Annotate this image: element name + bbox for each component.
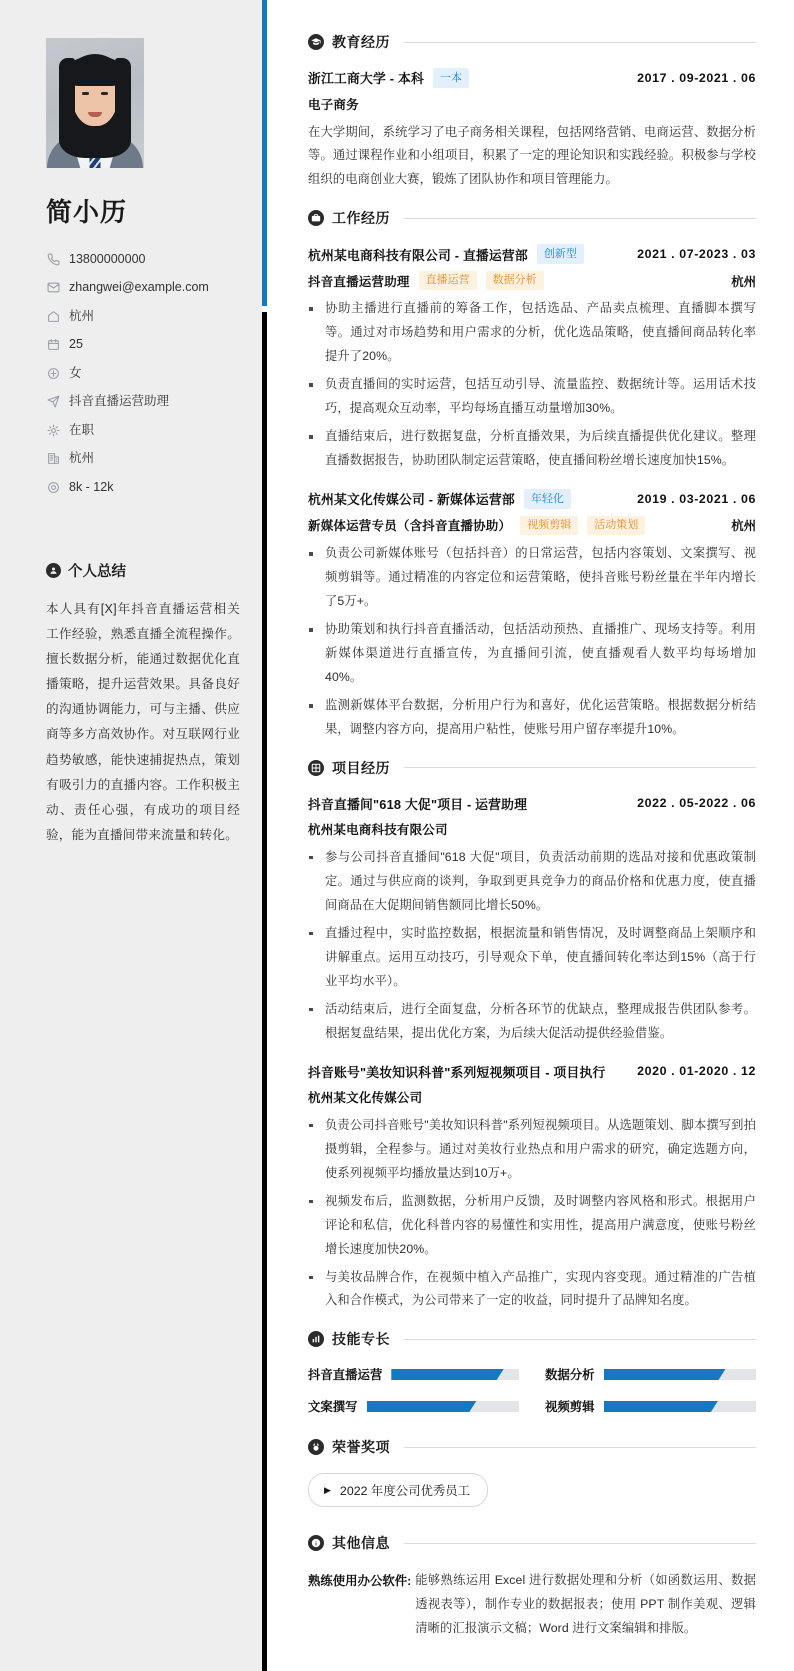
section-title-awards: 荣誉奖项 [332,1439,390,1456]
section-header-other-info [308,1533,756,1553]
candidate-name: 简小历 [46,197,128,227]
project-bullet: 活动结束后，进行全面复盘，分析各环节的优缺点，整理成报告供团队参考。根据复盘结果，提出优化方案，为后续大促活动提供经验借鉴。 [308,998,756,1046]
project-bullet: 与美妆品牌合作，在视频中植入产品推广，实现内容变现。通过精准的广告植入和合作模式，为公司带来了一定的收益，同时提升了品牌知名度。 [308,1266,756,1314]
project-name: 抖音直播间"618 大促"项目 - 运营助理 [308,796,528,812]
section-rule [404,767,756,768]
skill-progress-fill [604,1401,718,1412]
skill-progress-fill [604,1369,726,1380]
skill-label: 数据分析 [545,1368,595,1383]
info-item-salary [46,473,240,502]
skill-item [545,1397,756,1415]
education-major: 电子商务 [308,97,359,112]
section-rule [404,1543,756,1544]
info-value-age: 25 [69,337,83,351]
project-entry-row [308,1062,756,1081]
work-bullets [308,297,756,473]
section-header-work [308,208,756,228]
calendar-icon [46,338,60,352]
personal-summary-text: 本人具有[X]年抖音直播运营相关工作经验，熟悉直播全流程操作。擅长数据分析，能通过数据优化直播策略，提升运营效果。具备良好的沟通协调能力，可与主播、供应商等多方高效协作。对互联网行业趋势敏感，能快速捕捉热点，策划有吸引力的直播内容。工作积极主动、责任心强，有成功的项目经验，能为直播间带来流量和转化。 [46,601,240,843]
accent-rail-black [262,312,267,1671]
avatar [46,38,144,168]
section-rule [404,218,756,219]
coin-icon [46,480,60,494]
work-bullet: 协助主播进行直播前的筹备工作，包括选品、产品卖点梳理、直播脚本撰写等。通过对市场趋势和用户需求的分析，优化选品策略，使直播间商品转化率提升了20%。 [308,297,756,369]
other-info-label: 熟练使用办公软件: [308,1574,412,1589]
work-role-left [308,271,544,291]
other-info-value: 能够熟练运用 Excel 进行数据处理和分析（如函数运用、数据透视表等），制作专业的数据报表；使用 PPT 制作美观、逻辑清晰的汇报演示文稿；Word 进行文案编辑和排版。 [415,1573,756,1636]
work-entry-left [308,244,584,264]
chart-icon [308,1331,324,1347]
section-rule [404,1447,756,1448]
education-entry-left [308,68,469,88]
info-item-city [46,302,240,331]
project-entry [308,1062,756,1314]
skill-label: 抖音直播运营 [308,1368,383,1383]
work-entry [308,244,756,473]
education-entry [308,68,756,192]
project-bullets [308,846,756,1046]
education-description: 在大学期间，系统学习了电子商务相关课程，包括网络营销、电商运营、数据分析等。通过课程作业和小组项目，积累了一定的理论知识和实践经验。积极参与学校组织的电商创业大赛，锻炼了团队协作和项目管理能力。 [308,124,756,187]
work-company-tag: 年轻化 [524,489,571,509]
work-bullet: 负责直播间的实时运营，包括互动引导、流量监控、数据统计等。运用话术技巧，提高观众互动率，平均每场直播互动量增加30%。 [308,373,756,421]
medal-icon [308,1439,324,1455]
work-entry-row [308,244,756,264]
work-role-tag: 视频剪辑 [520,516,578,536]
work-bullet: 直播结束后，进行数据复盘，分析直播效果，为后续直播提供优化建议。整理直播数据报告，协助团队制定运营策略，使直播间粉丝增长速度加快15%。 [308,425,756,473]
gender-icon [46,366,60,380]
graduation-cap-icon [308,34,324,50]
info-item-email [46,274,240,303]
project-bullet: 负责公司抖音账号"美妆知识科普"系列短视频项目。从选题策划、脚本撰写到拍摄剪辑，全程参与。通过对美妆行业热点和用户需求的研究，确定选题方向，使系列视频平均播放量达到10万+。 [308,1114,756,1186]
work-role-left [308,516,645,536]
section-title-project: 项目经历 [332,759,390,776]
work-role: 新媒体运营专员（含抖音直播协助） [308,519,512,534]
skills-grid [308,1365,756,1415]
section-header-skills [308,1329,756,1349]
section-title-education: 教育经历 [332,34,390,50]
section-header-awards [308,1437,756,1457]
work-bullet: 负责公司新媒体账号（包括抖音）的日常运营，包括内容策划、文案撰写、视频剪辑等。通过精准的内容定位和运营策略，使抖音账号粉丝量在半年内增长了5万+。 [308,542,756,614]
info-value-gender: 女 [69,365,82,380]
work-company: 杭州某文化传媒公司 - 新媒体运营部 [308,492,515,508]
skill-progress-track [391,1369,519,1380]
project-bullets [308,1114,756,1314]
info-value-salary: 8k - 12k [69,479,114,494]
project-bullet: 参与公司抖音直播间"618 大促"项目，负责活动前期的选品对接和优惠政策制定。通过与供应商的谈判，争取到更具竞争力的商品价格和优惠力度，使直播间商品在大促期间销售额同比增长50%。 [308,846,756,918]
project-date: 2022 . 05-2022 . 06 [637,796,756,811]
info-icon [308,1535,324,1551]
project-company: 杭州某电商科技有限公司 [308,822,448,837]
section-rule [404,1339,756,1340]
project-date: 2020 . 01-2020 . 12 [637,1064,756,1079]
work-bullet: 监测新媒体平台数据，分析用户行为和喜好，优化运营策略。根据数据分析结果，调整内容方向，提高用户粘性，使账号用户留存率提升10%。 [308,694,756,742]
personal-summary-title: 个人总结 [68,563,126,580]
grid-icon [308,760,324,776]
mail-icon [46,281,60,295]
section-work [308,208,756,742]
education-date: 2017 . 09-2021 . 06 [637,70,756,85]
other-info-row [308,1569,756,1641]
section-education [308,32,756,192]
photo-eye-left [82,92,89,95]
personal-summary-section [46,560,240,849]
photo-eye-right [101,92,108,95]
status-icon [46,423,60,437]
skill-progress-fill [367,1401,477,1412]
building-icon [46,452,60,466]
home-icon [46,309,60,323]
section-project [308,758,756,1314]
skill-progress-track [604,1369,756,1380]
info-value-phone: 13800000000 [69,251,146,266]
personal-summary-header [46,560,240,581]
info-value-status: 在职 [69,422,95,437]
work-bullet: 协助策划和执行抖音直播活动，包括活动预热、直播推广、现场支持等。利用新媒体渠道进行直播宣传，为直播间引流，使直播观看人数平均每场增加40%。 [308,618,756,690]
section-skills [308,1329,756,1415]
work-date: 2019 . 03-2021 . 06 [637,491,756,506]
education-entry-row [308,68,756,88]
info-item-age [46,331,240,360]
main-content [262,0,794,1671]
work-bullets [308,542,756,742]
award-label: 2022 年度公司优秀员工 [339,1484,471,1499]
project-entry [308,794,756,1046]
skill-item [308,1397,519,1415]
skill-progress-track [367,1401,519,1412]
project-bullet: 直播过程中，实时监控数据，根据流量和销售情况，及时调整商品上架顺序和讲解重点。运用互动技巧，引导观众下单，使直播间转化率达到15%（高于行业平均水平）。 [308,922,756,994]
work-entry-row [308,489,756,509]
section-title-work: 工作经历 [332,210,390,227]
section-awards [308,1437,756,1529]
info-item-phone [46,245,240,274]
work-date: 2021 . 07-2023 . 03 [637,247,756,262]
user-circle-icon [46,563,61,578]
info-value-email: zhangwei@example.com [69,280,209,294]
work-entry-left [308,489,571,509]
work-company: 杭州某电商科技有限公司 - 直播运营部 [308,247,528,263]
work-entry [308,489,756,742]
section-title-other-info: 其他信息 [332,1535,390,1552]
work-location: 杭州 [731,274,756,289]
work-company-tag: 创新型 [537,244,584,264]
skill-label: 视频剪辑 [545,1400,595,1415]
section-header-project [308,758,756,778]
skill-item [308,1365,519,1383]
briefcase-icon [308,210,324,226]
phone-icon [46,252,60,266]
education-tag: 一本 [433,68,469,88]
work-role-row [308,271,756,291]
work-role: 抖音直播运营助理 [308,274,410,289]
section-other-info [308,1533,756,1641]
triangle-right-icon: ▶ [324,1484,331,1495]
education-school: 浙江工商大学 - 本科 [308,71,424,87]
work-role-tag: 数据分析 [486,271,544,291]
section-header-education [308,32,756,52]
project-name: 抖音账号"美妆知识科普"系列短视频项目 - 项目执行 [308,1064,606,1080]
photo-hair-right [115,58,131,140]
project-bullet: 视频发布后，监测数据，分析用户反馈，及时调整内容风格和形式。根据用户评论和私信，优化科普内容的易懂性和实用性，提高用户满意度，使账号粉丝增长速度加快20%。 [308,1190,756,1262]
sidebar [0,0,262,1671]
project-entry-row [308,794,756,813]
skill-label: 文案撰写 [308,1400,358,1415]
info-value-work-city: 杭州 [69,451,95,465]
work-role-row [308,516,756,536]
contact-info-list [46,245,240,502]
paper-plane-icon [46,395,60,409]
info-value-city: 杭州 [69,308,95,323]
info-value-target-job: 抖音直播运营助理 [69,394,170,408]
skill-item [545,1365,756,1383]
info-item-gender [46,359,240,388]
info-item-status [46,416,240,445]
info-item-target-job [46,388,240,417]
section-rule [404,42,756,43]
info-item-work-city [46,445,240,474]
award-chip[interactable] [308,1473,488,1507]
accent-rail-blue [262,0,267,306]
project-company: 杭州某文化传媒公司 [308,1090,423,1105]
work-role-tag: 直播运营 [419,271,477,291]
work-role-tag: 活动策划 [587,516,645,536]
skill-progress-track [604,1401,756,1412]
skill-progress-fill [391,1369,503,1380]
photo-hair-left [59,58,75,140]
section-title-skills: 技能专长 [332,1331,390,1348]
work-location: 杭州 [731,519,756,534]
